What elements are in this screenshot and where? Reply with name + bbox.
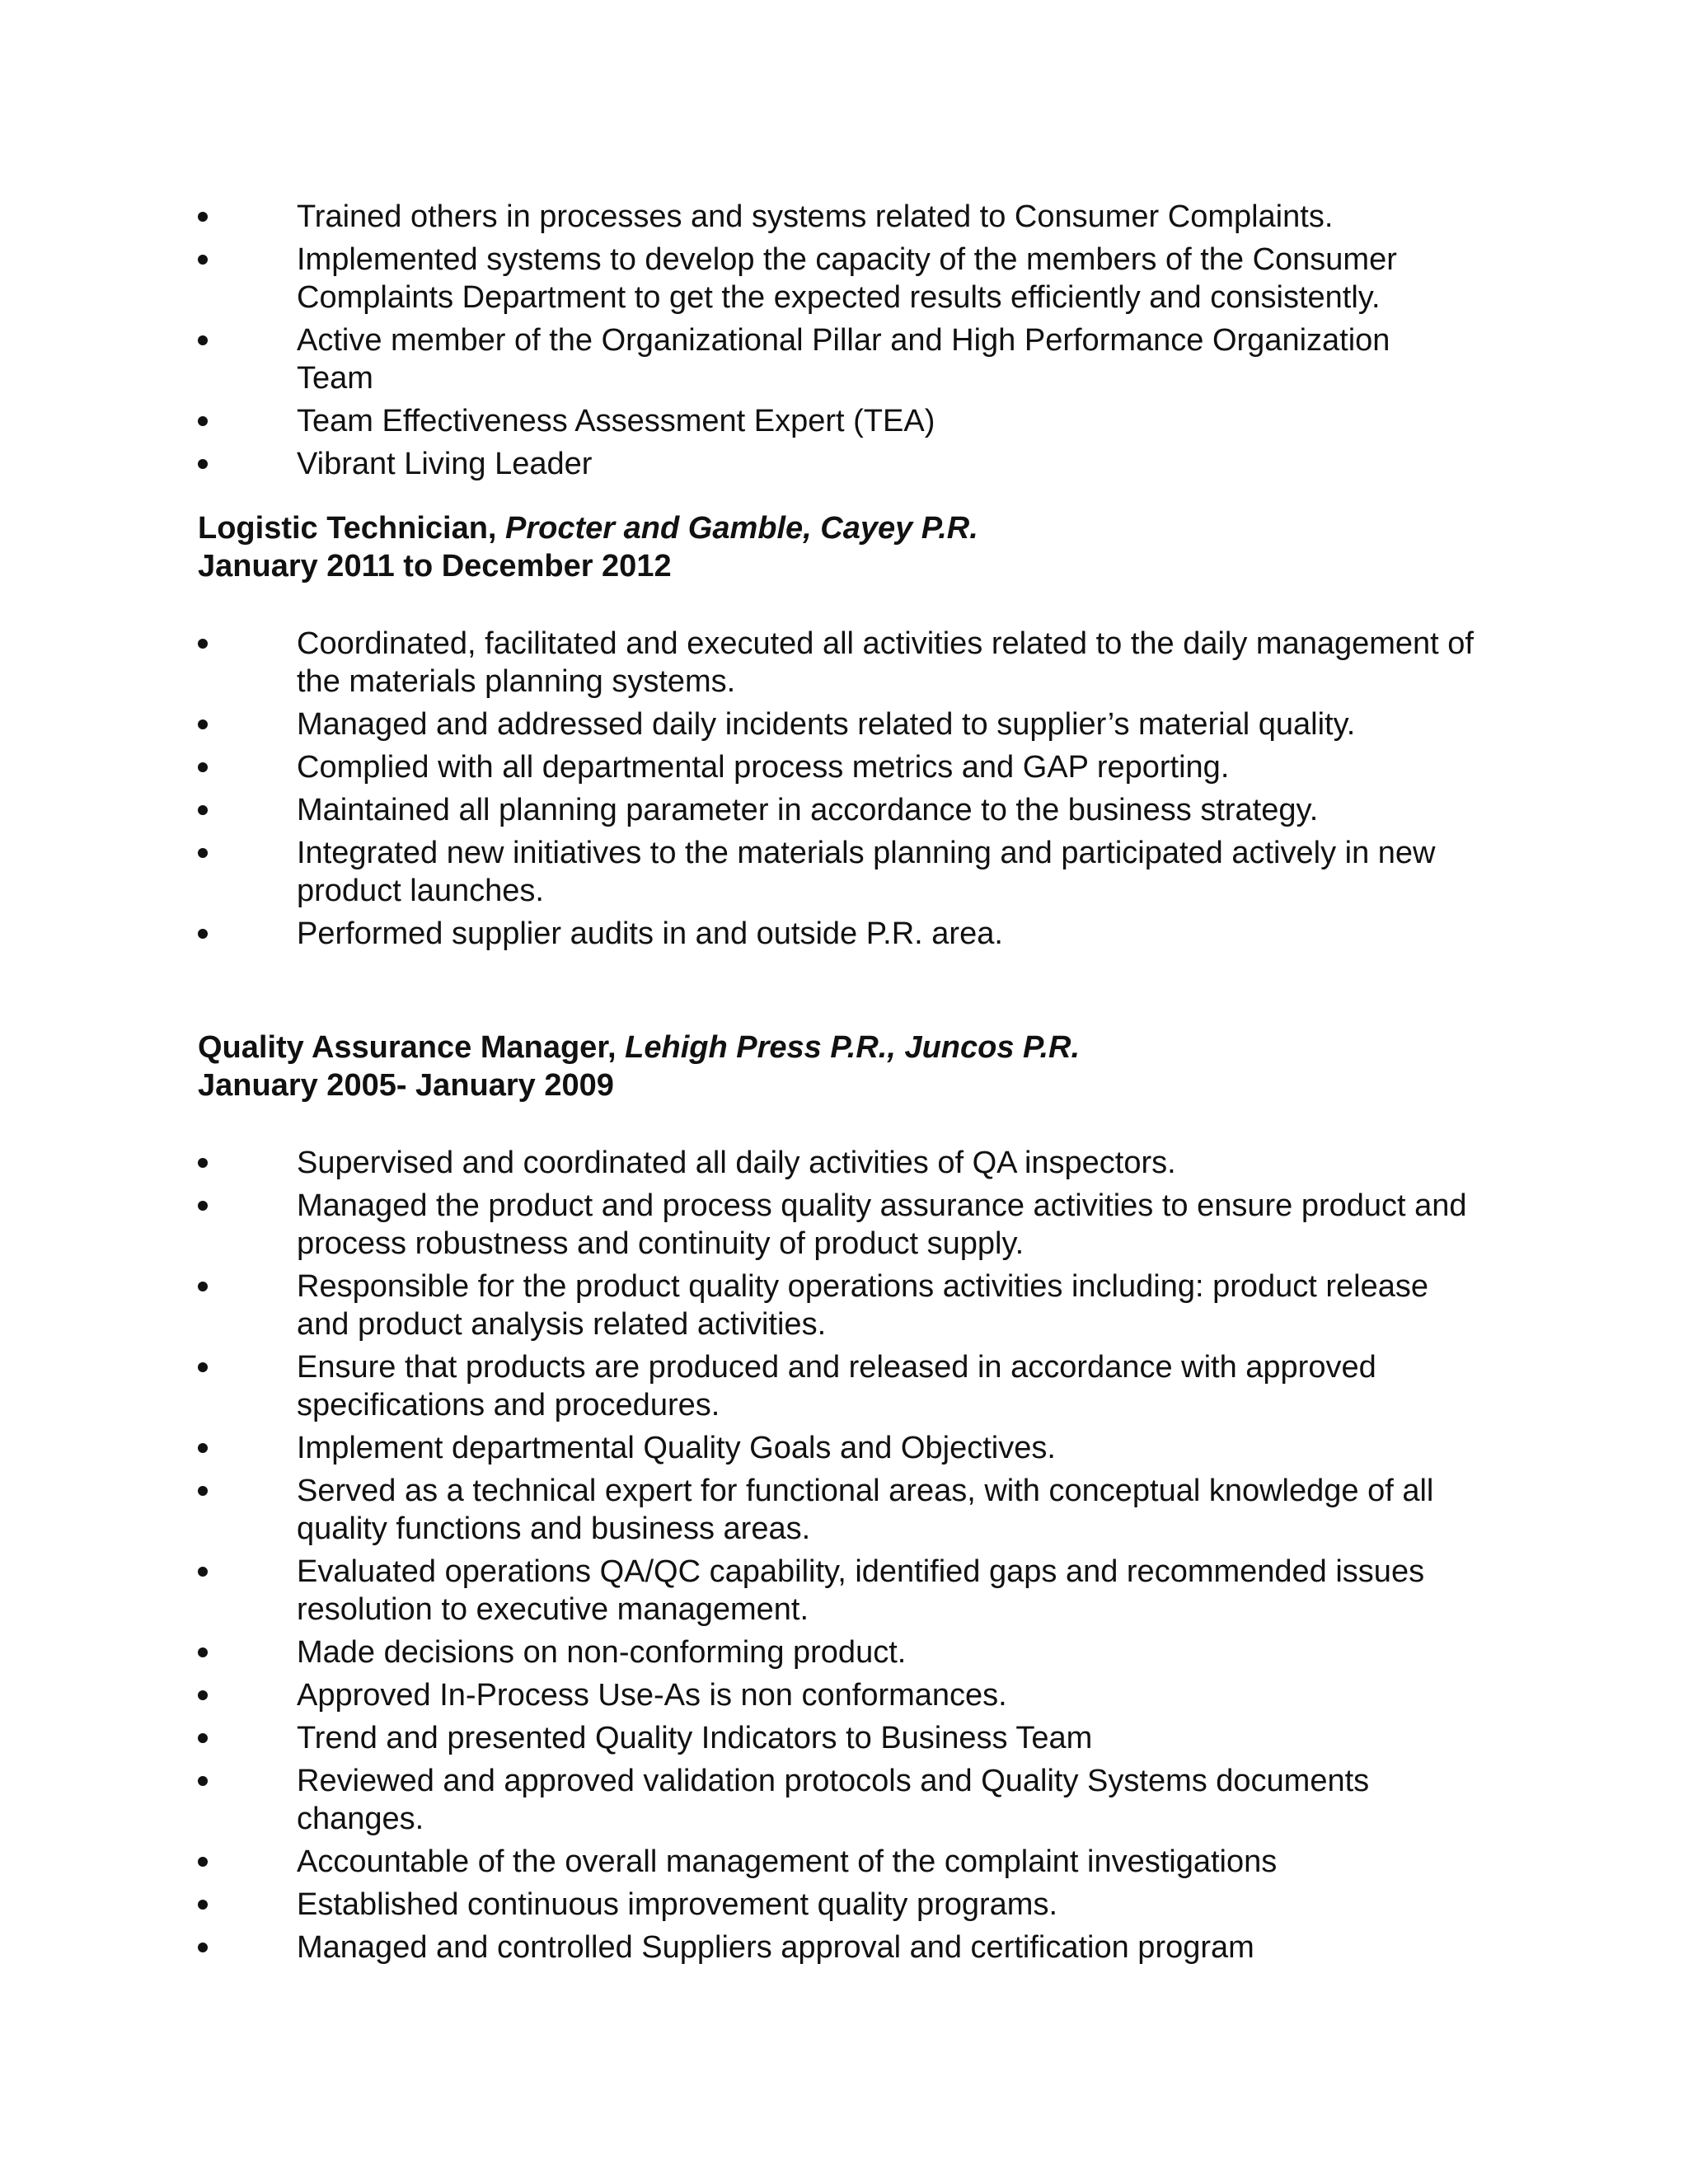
bullet-icon (198, 848, 208, 858)
bullet-icon (198, 1943, 208, 1952)
bullet-icon (198, 719, 208, 729)
list-item: Evaluated operations QA/QC capability, identified gaps and recommended issues resolution to executive management. (0, 1553, 1688, 1629)
list-item: Performed supplier audits in and outside P.R. area. (0, 915, 1688, 953)
job-title: Quality Assurance Manager, (198, 1030, 617, 1065)
bullet-icon (198, 1282, 208, 1291)
job-dates: January 2005- January 2009 (198, 1068, 614, 1103)
company-name: Procter and Gamble, Cayey P.R. (505, 511, 978, 546)
job-title-line (198, 1029, 1517, 1066)
bullet-icon (198, 459, 208, 469)
list-item: Approved In-Process Use-As is non conformances. (0, 1676, 1688, 1714)
bullet-icon (198, 1158, 208, 1168)
list-item: Served as a technical expert for functional areas, with conceptual knowledge of all quality functions and business areas. (0, 1472, 1688, 1548)
logistic-technician-bullet-list (0, 625, 1688, 958)
list-item: Supervised and coordinated all daily activities of QA inspectors. (0, 1144, 1688, 1182)
company-name: Lehigh Press P.R., Juncos P.R. (625, 1030, 1081, 1065)
bullet-icon (198, 1733, 208, 1743)
bullet-icon (198, 1567, 208, 1577)
list-item: Responsible for the product quality operations activities including: product release and product analysis related activities. (0, 1268, 1688, 1343)
list-item: Established continuous improvement quality programs. (0, 1886, 1688, 1924)
list-item: Managed and addressed daily incidents related to supplier’s material quality. (0, 705, 1688, 743)
bullet-icon (198, 1900, 208, 1910)
bullet-icon (198, 1201, 208, 1211)
quality-assurance-bullet-list (0, 1144, 1688, 1971)
bullet-icon (198, 1647, 208, 1657)
bullet-icon (198, 639, 208, 649)
bullet-icon (198, 929, 208, 939)
list-item: Vibrant Living Leader (0, 445, 1688, 483)
list-item: Coordinated, facilitated and executed all activities related to the daily management of the materials planning systems. (0, 625, 1688, 701)
bullet-icon (198, 1486, 208, 1496)
list-item: Trend and presented Quality Indicators to Business Team (0, 1719, 1688, 1757)
job-title: Logistic Technician, (198, 511, 497, 546)
list-item: Ensure that products are produced and released in accordance with approved specifications and procedures. (0, 1348, 1688, 1424)
list-item: Made decisions on non-conforming product. (0, 1633, 1688, 1671)
bullet-icon (198, 335, 208, 345)
bullet-icon (198, 1776, 208, 1786)
list-item: Complied with all departmental process metrics and GAP reporting. (0, 748, 1688, 786)
job-dates: January 2011 to December 2012 (198, 549, 672, 583)
list-item: Managed and controlled Suppliers approval and certification program (0, 1929, 1688, 1966)
job-header-quality-assurance-manager (198, 1029, 1517, 1104)
bullet-icon (198, 1362, 208, 1372)
list-item: Active member of the Organizational Pillar and High Performance Organization Team (0, 321, 1688, 397)
list-item: Integrated new initiatives to the materials planning and participated actively in new product launches. (0, 834, 1688, 910)
job-header-logistic-technician (198, 509, 1517, 585)
list-item: Accountable of the overall management of the complaint investigations (0, 1843, 1688, 1881)
bullet-icon (198, 416, 208, 426)
list-item: Reviewed and approved validation protocols and Quality Systems documents changes. (0, 1762, 1688, 1838)
bullet-icon (198, 212, 208, 222)
bullet-icon (198, 762, 208, 772)
list-item: Trained others in processes and systems related to Consumer Complaints. (0, 198, 1688, 236)
job-title-line (198, 509, 1517, 547)
bullet-icon (198, 1857, 208, 1867)
previous-job-bullet-list (0, 198, 1688, 488)
list-item: Maintained all planning parameter in accordance to the business strategy. (0, 791, 1688, 829)
list-item: Team Effectiveness Assessment Expert (TEA) (0, 402, 1688, 440)
bullet-icon (198, 1690, 208, 1700)
bullet-icon (198, 805, 208, 815)
list-item: Implemented systems to develop the capacity of the members of the Consumer Complaints Department to get the expected results efficiently and consistently. (0, 241, 1688, 316)
list-item: Managed the product and process quality assurance activities to ensure product and process robustness and continuity of product supply. (0, 1187, 1688, 1263)
list-item: Implement departmental Quality Goals and Objectives. (0, 1429, 1688, 1467)
bullet-icon (198, 1443, 208, 1453)
bullet-icon (198, 255, 208, 265)
